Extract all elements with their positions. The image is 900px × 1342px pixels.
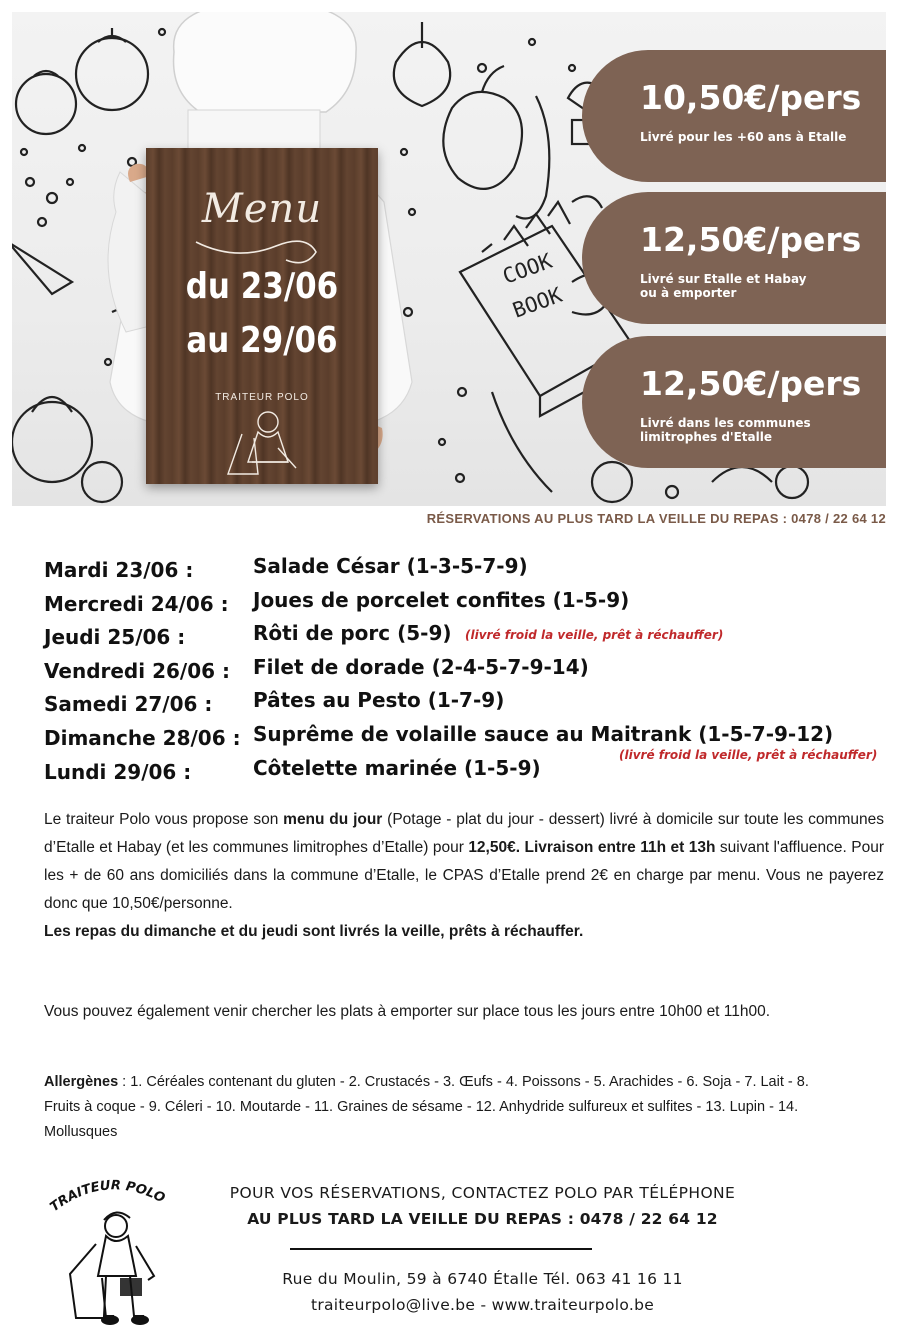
menu-dish: Côtelette marinée (1-5-9) [253, 755, 541, 780]
text-run: suivant l'affluence. Pour les + de 60 ans domiciliés dans la commune d’Etalle, le CPAS d’Etalle prend 2€ en charge par menu. Vous ne payerez donc que 10,50€/personne. [44, 839, 885, 912]
menu-row [44, 586, 890, 620]
menu-board [146, 148, 378, 484]
svg-text:TRAITEUR POLO [48, 1178, 168, 1215]
menu-day: Vendredi 26/06 : [44, 658, 230, 683]
footer-web-email: traiteurpolo@live.be - www.traiteurpolo.be [310, 1296, 655, 1314]
menu-dish: Pâtes au Pesto (1-7-9) [253, 688, 505, 713]
text-run: (Potage - plat du jour - dessert) livré à domicile sur toute les communes d’Etalle et Habay (et les communes limitrophes d’Etalle) pour [44, 811, 884, 856]
pickup-info: Vous pouvez également venir chercher les plats à emporter sur place tous les jours entre 10h00 et 11h00. [44, 1003, 771, 1020]
cook-text: COOK [499, 248, 556, 289]
tomato-doodle-icon [76, 38, 148, 110]
hero-banner [12, 12, 886, 506]
price-tag-seniors [582, 50, 886, 182]
menu-dish: Salade César (1-3-5-7-9) [253, 554, 528, 578]
reheat-notice: Les repas du dimanche et du jeudi sont livrés la veille, prêts à réchauffer. [44, 923, 584, 940]
text-run: Le traiteur Polo vous propose son [44, 811, 284, 828]
price-description-line: ou à emporter [640, 286, 737, 300]
allergens-list [44, 1070, 824, 1145]
menu-dish: Joues de porcelet confites (1-5-9) [253, 587, 630, 612]
pepper-doodle-icon [443, 92, 522, 189]
menu-day: Dimanche 28/06 : [44, 725, 241, 750]
footer-contact-prompt: POUR VOS RÉSERVATIONS, CONTACTEZ POLO PAR TÉLÉPHONE [229, 1184, 736, 1202]
price-description [640, 416, 870, 444]
menu-row [44, 686, 890, 720]
footer-divider [290, 1248, 592, 1250]
menu-dish: Filet de dorade (2-4-5-7-9-14) [253, 654, 589, 679]
allergens-label: Allergènes [44, 1074, 119, 1090]
logo-text: TRAITEUR POLO [47, 1178, 168, 1216]
tomato-doodle-icon [16, 74, 76, 134]
menu-dish: Rôti de porc (5-9) [253, 621, 452, 646]
text-run-bold: menu du jour [283, 811, 383, 828]
price-tag-etalle-habay [582, 192, 886, 324]
price-description-line: limitrophes d'Etalle [640, 430, 772, 444]
price-description [640, 272, 870, 300]
chef-logo-icon [146, 404, 378, 484]
reheat-note-sunday: (livré froid la veille, prêt à réchauffer) [619, 748, 878, 762]
menu-day: Mercredi 24/06 : [44, 591, 229, 616]
text-run-bold: 12,50€. Livraison entre 11h et 13h [468, 839, 716, 856]
price-description-line: Livré sur Etalle et Habay [640, 272, 807, 286]
footer-address: Rue du Moulin, 59 à 6740 Étalle Tél. 063 41 16 11 [282, 1270, 683, 1288]
traiteur-polo-logo [46, 1170, 176, 1330]
garlic-doodle-icon [394, 42, 450, 106]
menu-day: Samedi 27/06 : [44, 692, 213, 717]
reheat-note-thursday: (livré froid la veille, prêt à réchauffer) [465, 628, 724, 642]
knife-doodle-icon [12, 242, 72, 294]
footer-reservation-deadline: AU PLUS TARD LA VEILLE DU REPAS : 0478 / 22 64 12 [247, 1210, 718, 1228]
board-brand: TRAITEUR POLO [215, 392, 309, 403]
price-amount: 12,50€/pers [640, 364, 862, 403]
price-description: Livré pour les +60 ans à Etalle [640, 130, 847, 144]
price-tag-neighbouring [582, 336, 886, 468]
service-description [44, 806, 884, 946]
allergens-text: : 1. Céréales contenant du gluten - 2. Crustacés - 3. Œufs - 4. Poissons - 5. Arachides - 6. Soja - 7. Lait - 8. Fruits à coque - 9. Céleri - 10. Moutarde - 11. Graines de sésame - 12. Anhydride sulfureux et sulfites - 13. Lupin - 14. Mollusques [44, 1074, 809, 1140]
menu-day: Jeudi 25/06 : [44, 625, 186, 650]
menu-row [44, 552, 890, 586]
reservation-deadline-banner: RÉSERVATIONS AU PLUS TARD LA VEILLE DU REPAS : 0478 / 22 64 12 [426, 511, 886, 526]
weekly-menu-list [44, 552, 890, 787]
chef-hat-icon [174, 12, 357, 112]
menu-row [44, 653, 890, 687]
menu-dish: Suprême de volaille sauce au Maitrank (1-5-7-9-12) [253, 721, 834, 746]
board-date-start: du 23/06 [185, 266, 339, 307]
price-amount: 10,50€/pers [640, 78, 862, 117]
book-text: BOOK [509, 282, 566, 323]
menu-day: Mardi 23/06 : [44, 558, 194, 582]
board-date-end: au 29/06 [186, 320, 338, 361]
price-description-line: Livré dans les communes [640, 416, 811, 430]
price-amount: 12,50€/pers [640, 220, 862, 259]
board-menu-script: Menu [201, 186, 323, 232]
menu-day: Lundi 29/06 : [44, 759, 192, 784]
